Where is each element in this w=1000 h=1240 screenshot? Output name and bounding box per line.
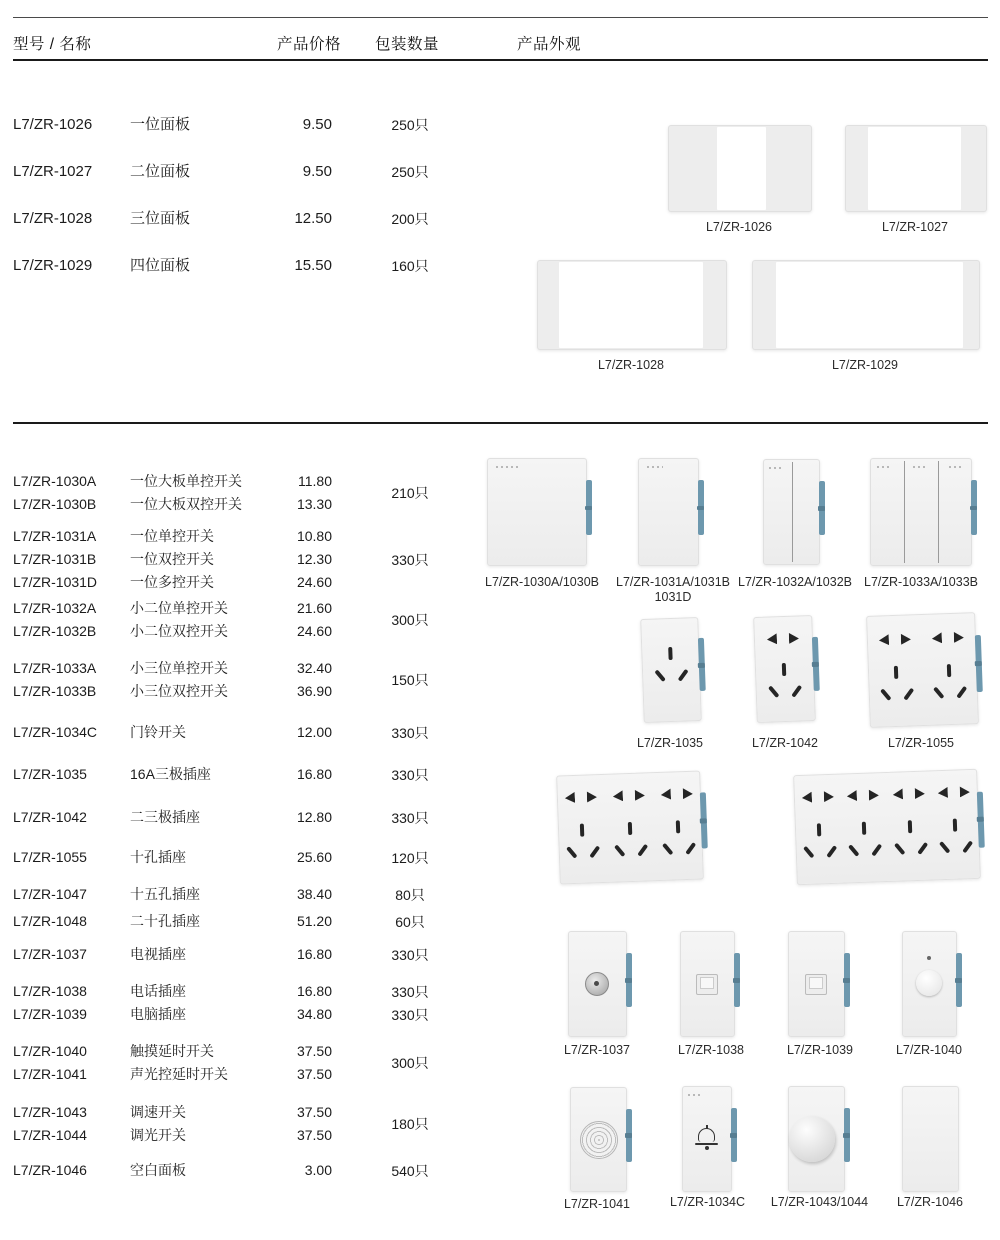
product-image-1037 (568, 931, 627, 1037)
row-group (13, 115, 460, 135)
qty-cell: 330只 (391, 809, 429, 826)
product-image-1048 (793, 769, 981, 885)
table-row (13, 1063, 332, 1086)
price-cell: 9.50 (302, 163, 332, 180)
name-cell: 一位双控开关 (130, 551, 214, 567)
led-dot-icon (927, 956, 931, 960)
blue-mount-clip (586, 480, 592, 535)
product-caption: L7/ZR-1035 (636, 736, 703, 750)
blue-mount-clip (844, 953, 850, 1007)
row-group (13, 806, 460, 829)
socket-holes-icon (563, 791, 599, 803)
model-cell: L7/ZR-1047 (13, 886, 87, 902)
panel-window (868, 127, 960, 210)
product-image-1035 (640, 617, 702, 723)
model-cell: L7/ZR-1039 (13, 1006, 87, 1022)
qty-cell: 180只 (391, 1116, 429, 1132)
name-cell: 电视插座 (130, 946, 186, 962)
table-row (13, 657, 332, 680)
name-cell: 十五孔插座 (130, 886, 200, 902)
price-cell: 37.50 (296, 1127, 332, 1143)
product-image-1033 (870, 458, 972, 566)
table-row (13, 846, 332, 869)
product-caption: L7/ZR-1037 (563, 1043, 630, 1057)
table-row (13, 256, 332, 276)
name-cell: 门铃开关 (130, 724, 186, 740)
row-group (13, 1101, 460, 1147)
socket-holes-icon (766, 662, 803, 703)
model-cell: L7/ZR-1046 (13, 1162, 87, 1178)
socket-holes-icon (846, 821, 883, 862)
price-cell: 37.50 (296, 1043, 332, 1059)
name-cell: 二位面板 (130, 163, 191, 180)
product-image-1047 (556, 771, 704, 885)
model-cell: L7/ZR-1033A (13, 660, 97, 676)
product-image-1026 (668, 125, 812, 212)
price-cell: 12.80 (296, 809, 332, 825)
product-caption: L7/ZR-1034C (669, 1195, 746, 1209)
product-caption: L7/ZR-1055 (887, 736, 954, 750)
panel-window (717, 127, 765, 210)
price-cell: 37.50 (296, 1066, 332, 1082)
name-cell: 一位面板 (130, 116, 191, 133)
name-cell: 十孔插座 (130, 849, 186, 865)
model-cell: L7/ZR-1026 (13, 116, 93, 133)
qty-cell: 160只 (391, 258, 429, 274)
divider (13, 59, 988, 61)
model-cell: L7/ZR-1037 (13, 946, 87, 962)
name-cell: 电脑插座 (130, 1006, 186, 1022)
name-cell: 二三极插座 (130, 809, 200, 825)
name-cell: 一位大板单控开关 (130, 473, 242, 489)
column-header-appearance: 产品外观 (517, 36, 582, 53)
model-cell: L7/ZR-1033B (13, 683, 97, 699)
divider (13, 17, 988, 18)
product-caption: L7/ZR-1030A/1030B (485, 575, 599, 589)
model-cell: L7/ZR-1032A (13, 600, 97, 616)
table-row (13, 680, 332, 703)
name-cell: 一位多控开关 (130, 574, 214, 590)
gang-divider (792, 462, 793, 562)
qty-cell: 80只 (395, 886, 425, 903)
table-row (13, 1003, 332, 1026)
product-caption: L7/ZR-1027 (881, 220, 948, 234)
table-row (13, 763, 332, 786)
price-cell: 16.80 (296, 766, 332, 782)
gang-divider (904, 461, 905, 563)
price-cell: 12.30 (296, 551, 332, 567)
qty-cell: 210只 (391, 485, 429, 501)
socket-holes-icon (659, 788, 695, 800)
model-cell: L7/ZR-1032B (13, 623, 97, 639)
speaker-rings-icon (580, 1121, 618, 1159)
model-cell: L7/ZR-1041 (13, 1066, 87, 1082)
model-cell: L7/ZR-1029 (13, 257, 93, 274)
product-image-1041 (570, 1087, 627, 1192)
qty-cell: 120只 (391, 849, 429, 866)
table-row (13, 910, 332, 933)
row-group (13, 1040, 460, 1086)
price-cell: 37.50 (296, 1104, 332, 1120)
qty-cell: 330只 (391, 1006, 429, 1023)
blue-mount-clip (626, 1109, 632, 1163)
model-cell: L7/ZR-1031D (13, 574, 98, 590)
model-cell: L7/ZR-1043 (13, 1104, 87, 1120)
blue-mount-clip (975, 635, 983, 692)
model-cell: L7/ZR-1038 (13, 983, 87, 999)
qty-cell: 250只 (391, 164, 429, 180)
price-cell: 25.60 (296, 849, 332, 865)
product-image-1029 (752, 260, 980, 350)
price-cell: 12.50 (294, 210, 332, 227)
panel-window (776, 262, 964, 348)
panel-window (559, 262, 704, 348)
product-image-1040 (902, 931, 957, 1037)
name-cell: 电话插座 (130, 983, 186, 999)
name-cell: 16A三极插座 (130, 766, 211, 782)
table-row (13, 115, 332, 135)
qty-cell: 330只 (391, 766, 429, 783)
blue-mount-clip (626, 953, 632, 1007)
table-row (13, 1159, 332, 1182)
model-cell: L7/ZR-1048 (13, 913, 87, 929)
name-cell: 小三位单控开关 (130, 660, 228, 676)
column-header-price: 产品价格 (277, 36, 342, 53)
product-caption: L7/ZR-1042 (751, 736, 818, 750)
product-image-1030 (487, 458, 587, 566)
product-image-1046 (902, 1086, 959, 1192)
price-cell: 32.40 (296, 660, 332, 676)
price-cell: 13.30 (296, 496, 332, 512)
row-group (13, 470, 460, 516)
name-cell: 小二位单控开关 (130, 600, 228, 616)
row-group (13, 943, 460, 966)
socket-holes-icon (937, 818, 974, 859)
product-image-1027 (845, 125, 987, 212)
table-row (13, 548, 332, 571)
name-cell: 触摸延时开关 (130, 1043, 214, 1059)
name-cell: 小三位双控开关 (130, 683, 228, 699)
model-cell: L7/ZR-1040 (13, 1043, 87, 1059)
model-cell: L7/ZR-1034C (13, 724, 98, 740)
model-cell: L7/ZR-1031A (13, 528, 97, 544)
coax-connector-icon (585, 972, 609, 996)
blue-mount-clip (700, 793, 708, 849)
row-group (13, 209, 460, 229)
blue-mount-clip (819, 481, 825, 535)
panel-dots (496, 466, 518, 468)
price-cell: 34.80 (296, 1006, 332, 1022)
price-cell: 51.20 (296, 913, 332, 929)
socket-holes-icon (652, 646, 689, 687)
row-group (13, 763, 460, 786)
product-caption: L7/ZR-1041 (563, 1197, 630, 1211)
product-image-1043 (788, 1086, 845, 1192)
model-cell: L7/ZR-1044 (13, 1127, 87, 1143)
price-cell: 12.00 (296, 724, 332, 740)
qty-cell: 150只 (391, 672, 429, 688)
socket-holes-icon (765, 632, 801, 644)
name-cell: 调速开关 (130, 1104, 186, 1120)
table-row (13, 980, 332, 1003)
socket-holes-icon (892, 820, 929, 861)
price-cell: 38.40 (296, 886, 332, 902)
blue-mount-clip (977, 791, 985, 847)
price-cell: 3.00 (304, 1162, 332, 1178)
qty-cell: 330只 (391, 983, 429, 1000)
socket-holes-icon (612, 821, 649, 862)
table-row (13, 470, 332, 493)
price-cell: 21.60 (296, 600, 332, 616)
blue-mount-clip (734, 953, 740, 1007)
touch-button-icon (916, 970, 942, 996)
model-cell: L7/ZR-1028 (13, 210, 93, 227)
model-cell: L7/ZR-1042 (13, 809, 87, 825)
rj-jack-icon (696, 974, 718, 995)
socket-holes-icon (936, 786, 972, 798)
product-caption: L7/ZR-1028 (597, 358, 664, 372)
product-image-1055 (866, 612, 979, 728)
row-group (13, 162, 460, 182)
row-group (13, 1003, 460, 1026)
table-row (13, 597, 332, 620)
gang-divider (938, 461, 939, 563)
price-cell: 10.80 (296, 528, 332, 544)
product-image-1032 (763, 459, 820, 565)
product-image-1028 (537, 260, 727, 350)
column-header-model: 型号 / 名称 (13, 36, 92, 53)
table-row (13, 525, 332, 548)
product-image-1031 (638, 458, 699, 566)
name-cell: 四位面板 (130, 257, 191, 274)
column-header-qty: 包装数量 (375, 36, 440, 53)
price-cell: 9.50 (302, 116, 332, 133)
name-cell: 二十孔插座 (130, 913, 200, 929)
table-row (13, 943, 332, 966)
row-group (13, 721, 460, 744)
price-cell: 24.60 (296, 623, 332, 639)
panel-dots (949, 466, 963, 468)
socket-holes-icon (931, 663, 968, 704)
product-image-1034c (682, 1086, 732, 1192)
qty-cell: 330只 (391, 551, 429, 568)
table-row (13, 1040, 332, 1063)
table-row (13, 1124, 332, 1147)
divider (13, 422, 988, 424)
socket-holes-icon (611, 789, 647, 801)
blue-mount-clip (812, 637, 820, 691)
socket-holes-icon (845, 789, 881, 801)
table-row (13, 1101, 332, 1124)
model-cell: L7/ZR-1035 (13, 766, 87, 782)
panel-dots (769, 467, 781, 469)
product-caption: L7/ZR-1029 (831, 358, 898, 372)
product-caption: L7/ZR-1031A/1031B (616, 575, 730, 589)
panel-dots (913, 466, 927, 468)
qty-cell: 60只 (395, 913, 425, 930)
model-cell: L7/ZR-1055 (13, 849, 87, 865)
socket-holes-icon (801, 823, 838, 864)
socket-holes-icon (878, 665, 915, 706)
row-group (13, 256, 460, 276)
table-row (13, 806, 332, 829)
table-row (13, 883, 332, 906)
row-group (13, 910, 460, 933)
table-row (13, 209, 332, 229)
socket-holes-icon (660, 820, 697, 861)
bell-icon (695, 1125, 719, 1151)
row-group (13, 657, 460, 703)
blue-mount-clip (698, 638, 706, 691)
qty-cell: 300只 (391, 612, 429, 628)
product-caption: L7/ZR-1033A/1033B (864, 575, 978, 589)
price-cell: 16.80 (296, 946, 332, 962)
table-row (13, 721, 332, 744)
name-cell: 声光控延时开关 (130, 1066, 228, 1082)
name-cell: 小二位双控开关 (130, 623, 228, 639)
product-caption: L7/ZR-1043/1044 (770, 1195, 869, 1209)
blue-mount-clip (698, 480, 704, 535)
name-cell: 空白面板 (130, 1162, 186, 1178)
blue-mount-clip (971, 480, 977, 535)
socket-holes-icon (891, 788, 927, 800)
table-row (13, 493, 332, 516)
qty-cell: 540只 (391, 1162, 429, 1179)
name-cell: 调光开关 (130, 1127, 186, 1143)
rj-jack-icon (805, 974, 827, 995)
row-group (13, 525, 460, 594)
product-caption: L7/ZR-1032A/1032B (738, 575, 852, 589)
product-caption: L7/ZR-1039 (786, 1043, 853, 1057)
product-image-1038 (680, 931, 735, 1037)
table-row (13, 620, 332, 643)
table-row (13, 162, 332, 182)
panel-dots (647, 466, 663, 468)
price-cell: 11.80 (298, 473, 332, 489)
panel-dots (688, 1094, 702, 1096)
price-cell: 16.80 (296, 983, 332, 999)
product-caption: L7/ZR-1040 (895, 1043, 962, 1057)
knob-icon (789, 1116, 835, 1162)
row-group (13, 980, 460, 1003)
qty-cell: 250只 (391, 117, 429, 133)
product-caption: L7/ZR-1038 (677, 1043, 744, 1057)
name-cell: 一位单控开关 (130, 528, 214, 544)
qty-cell: 200只 (391, 211, 429, 227)
qty-cell: 300只 (391, 1055, 429, 1071)
product-caption: L7/ZR-1046 (896, 1195, 963, 1209)
model-cell: L7/ZR-1030A (13, 473, 97, 489)
socket-holes-icon (877, 633, 913, 645)
socket-holes-icon (930, 631, 966, 643)
product-caption: L7/ZR-1026 (705, 220, 772, 234)
price-cell: 15.50 (294, 257, 332, 274)
product-caption: 1031D (654, 590, 692, 604)
row-group (13, 846, 460, 869)
price-cell: 36.90 (296, 683, 332, 699)
name-cell: 一位大板双控开关 (130, 496, 242, 512)
qty-cell: 330只 (391, 946, 429, 963)
blue-mount-clip (731, 1108, 737, 1162)
blue-mount-clip (844, 1108, 850, 1162)
product-image-1039 (788, 931, 845, 1037)
price-cell: 24.60 (296, 574, 332, 590)
row-group (13, 883, 460, 906)
model-cell: L7/ZR-1030B (13, 496, 97, 512)
qty-cell: 330只 (391, 724, 429, 741)
row-group (13, 1159, 460, 1182)
table-row (13, 571, 332, 594)
panel-dots (877, 466, 891, 468)
product-image-1042 (753, 615, 816, 723)
socket-holes-icon (564, 823, 601, 864)
row-group (13, 597, 460, 643)
name-cell: 三位面板 (130, 210, 191, 227)
socket-holes-icon (800, 791, 836, 803)
model-cell: L7/ZR-1031B (13, 551, 97, 567)
model-cell: L7/ZR-1027 (13, 163, 93, 180)
blue-mount-clip (956, 953, 962, 1007)
